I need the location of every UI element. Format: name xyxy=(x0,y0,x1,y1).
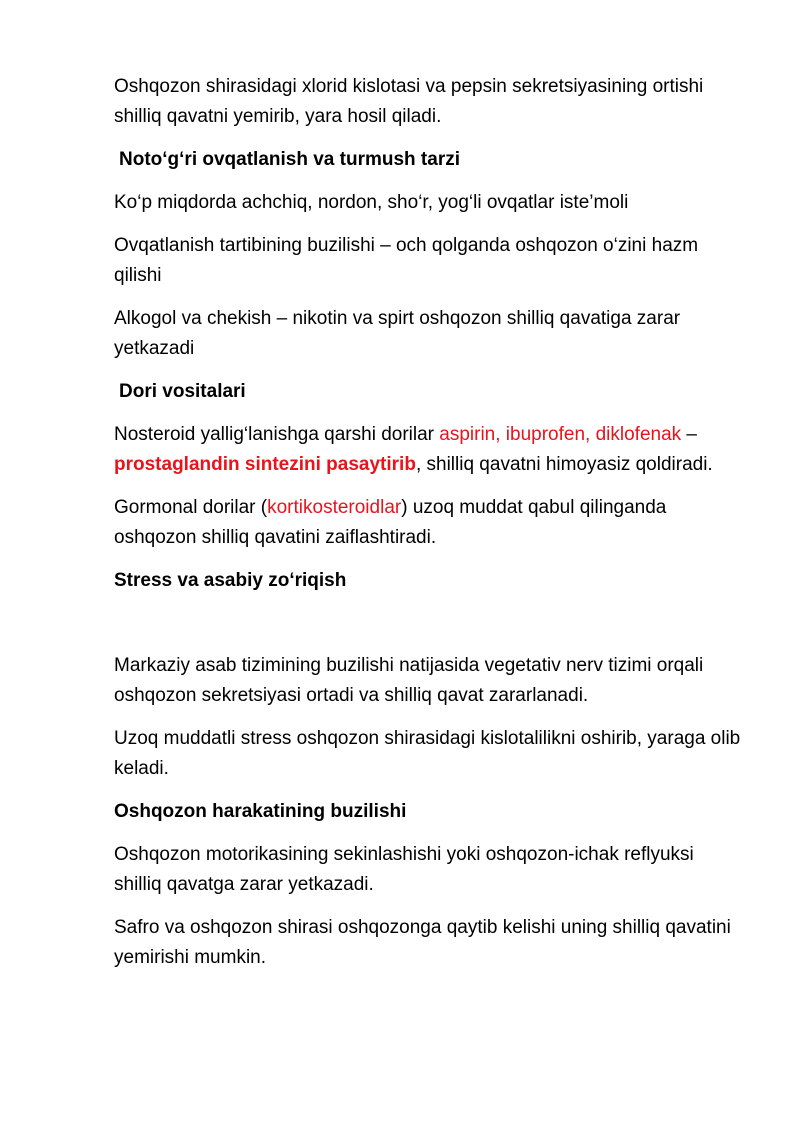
paragraph-long-stress: Uzoq muddatli stress oshqozon shirasidagi kislotalilikni oshirib, yaraga olib keladi. xyxy=(114,728,741,779)
nsaids-drug-names: aspirin, ibuprofen, diklofenak xyxy=(439,424,682,445)
nsaids-text-a: Nosteroid yallig‘lanishga qarshi dorilar xyxy=(114,424,440,445)
heading-nutrition-lifestyle: Noto‘g‘ri ovqatlanish va turmush tarzi xyxy=(119,149,460,170)
paragraph-hormonal-drugs xyxy=(114,493,744,553)
paragraph-motility-reflux: Oshqozon motorikasining sekinlashishi yoki oshqozon-ichak reflyuksi shilliq qavatga zarar yetkazadi. xyxy=(114,844,694,895)
paragraph-hcl-pepsin: Oshqozon shirasidagi xlorid kislotasi va pepsin sekretsiyasining ortishi shilliq qavatni yemirib, yara hosil qiladi. xyxy=(114,76,704,127)
heading-stress: Stress va asabiy zo‘riqish xyxy=(114,570,347,591)
paragraph-alcohol-smoking: Alkogol va chekish – nikotin va spirt oshqozon shilliq qavatiga zarar yetkazadi xyxy=(114,308,681,359)
hormonal-text-b: ) uzoq muddat qabul qilinganda oshqozon shilliq qavatini zaiflashtiradi. xyxy=(114,497,667,548)
heading-motility: Oshqozon harakatining buzilishi xyxy=(114,801,407,822)
paragraph-bile-reflux: Safro va oshqozon shirasi oshqozonga qaytib kelishi uning shilliq qavatini yemirishi mumkin. xyxy=(114,917,731,968)
heading-medications: Dori vositalari xyxy=(119,381,246,402)
nsaids-mechanism: prostaglandin sintezini pasaytirib xyxy=(114,454,416,475)
document-page xyxy=(114,72,744,986)
nsaids-text-b: – xyxy=(681,424,698,445)
paragraph-nervous-system: Markaziy asab tizimining buzilishi natijasida vegetativ nerv tizimi orqali oshqozon sekretsiyasi ortadi va shilliq qavat zararlanadi. xyxy=(114,655,704,706)
hormonal-text-a: Gormonal dorilar ( xyxy=(114,497,268,518)
nsaids-text-c: , shilliq qavatni himoyasiz qoldiradi. xyxy=(415,454,713,475)
paragraph-spicy-food: Ko‘p miqdorda achchiq, nordon, sho‘r, yog‘li ovqatlar iste’moli xyxy=(114,192,629,213)
paragraph-nsaids xyxy=(114,420,744,480)
paragraph-meal-schedule: Ovqatlanish tartibining buzilishi – och qolganda oshqozon o‘zini hazm qilishi xyxy=(114,235,699,286)
hormonal-drug-name: kortikosteroidlar xyxy=(267,497,402,518)
